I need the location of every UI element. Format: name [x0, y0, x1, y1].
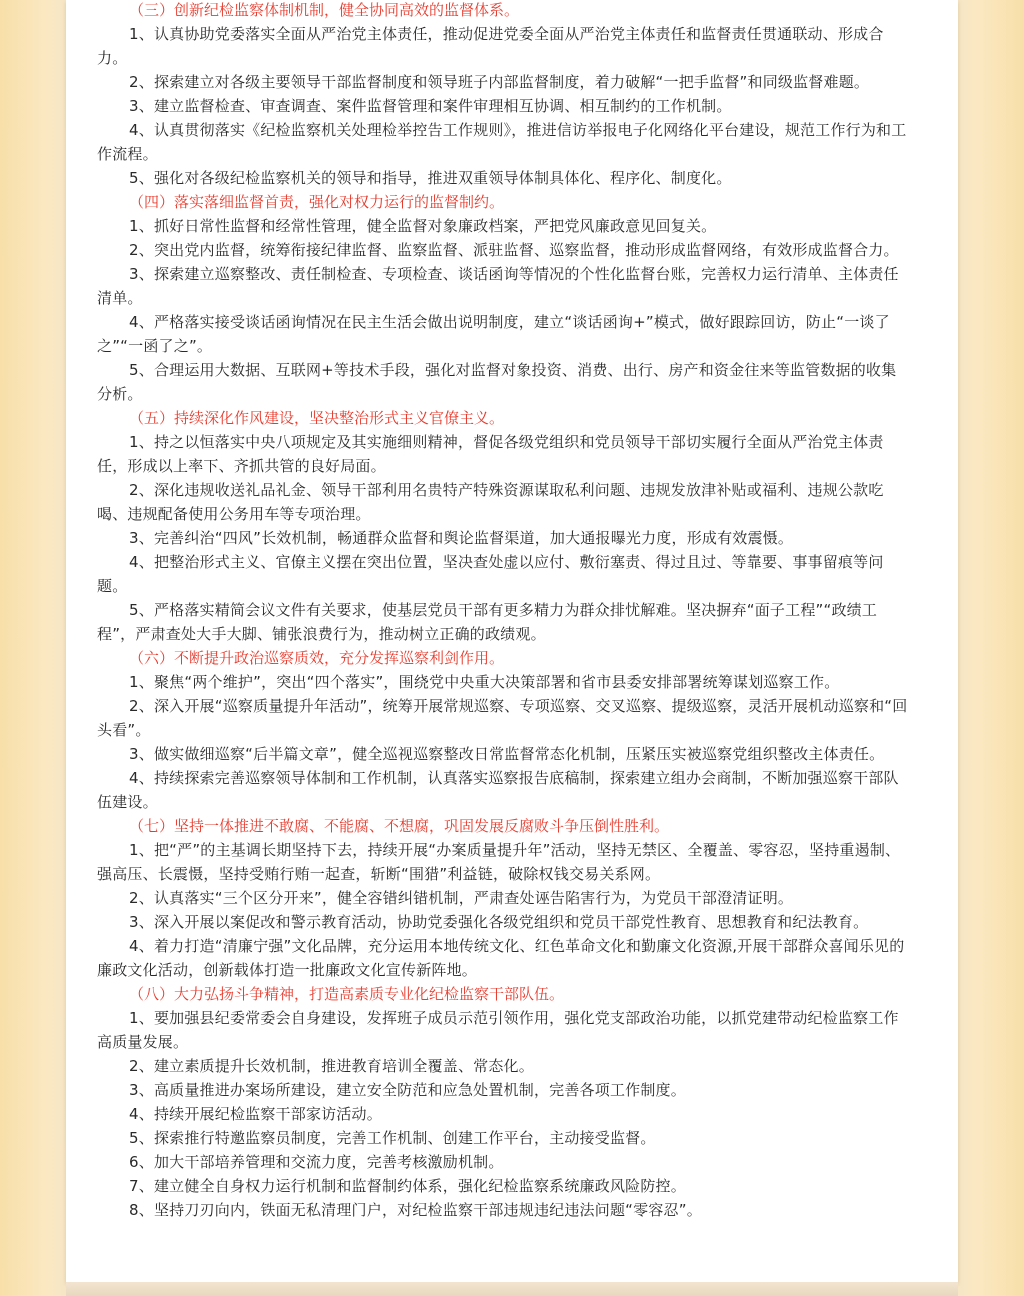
paragraph: 5、严格落实精简会议文件有关要求，使基层党员干部有更多精力为群众排忧解难。坚决摒弃“面子工程”“政绩工程”，严肃查处大手大脚、铺张浪费行为，推动树立正确的政绩观。	[97, 601, 878, 643]
section-4	[97, 190, 911, 406]
paragraph: 5、强化对各级纪检监察机关的领导和指导，推进双重领导体制具体化、程序化、制度化。	[129, 169, 732, 187]
paragraph: 4、把整治形式主义、官僚主义摆在突出位置，坚决查处虚以应付、敷衍塞责、得过且过、等靠要、事事留痕等问题。	[97, 553, 884, 595]
paper-bottom-edge	[66, 1282, 958, 1296]
paragraph: 6、加大干部培养管理和交流力度，完善考核激励机制。	[129, 1153, 504, 1171]
paragraph: 2、深入开展“巡察质量提升年活动”，统筹开展常规巡察、专项巡察、交叉巡察、提级巡察，灵活开展机动巡察和“回头看”。	[97, 697, 908, 739]
page-background-left	[0, 0, 66, 1296]
paragraph: 8、坚持刀刃向内，铁面无私清理门户，对纪检监察干部违规违纪违法问题“零容忍”。	[129, 1201, 702, 1219]
paragraph: 1、认真协助党委落实全面从严治党主体责任，推动促进党委全面从严治党主体责任和监督责任贯通联动、形成合力。	[97, 25, 884, 67]
paragraph: 4、持续开展纪检监察干部家访活动。	[129, 1105, 382, 1123]
paragraph: 2、建立素质提升长效机制，推进教育培训全覆盖、常态化。	[129, 1057, 534, 1075]
section-heading: （八）大力弘扬斗争精神，打造高素质专业化纪检监察干部队伍。	[129, 985, 565, 1003]
page-background-right	[958, 0, 1024, 1296]
section-8	[97, 982, 911, 1222]
paragraph: 4、严格落实接受谈话函询情况在民主生活会做出说明制度，建立“谈话函询+”模式，做好跟踪回访，防止“一谈了之”“一函了之”。	[97, 313, 890, 355]
paragraph: 3、深入开展以案促改和警示教育活动，协助党委强化各级党组织和党员干部党性教育、思想教育和纪法教育。	[129, 913, 869, 931]
paragraph: 5、合理运用大数据、互联网+等技术手段，强化对监督对象投资、消费、出行、房产和资金往来等监管数据的收集分析。	[97, 361, 897, 403]
paragraph: 7、建立健全自身权力运行机制和监督制约体系，强化纪检监察系统廉政风险防控。	[129, 1177, 686, 1195]
paragraph: 4、认真贯彻落实《纪检监察机关处理检举控告工作规则》，推进信访举报电子化网络化平台建设，规范工作行为和工作流程。	[97, 121, 907, 163]
section-heading: （六）不断提升政治巡察质效，充分发挥巡察利剑作用。	[129, 649, 505, 667]
paragraph: 1、持之以恒落实中央八项规定及其实施细则精神，督促各级党组织和党员领导干部切实履行全面从严治党主体责任，形成以上率下、齐抓共管的良好局面。	[97, 433, 884, 475]
paragraph: 2、深化违规收送礼品礼金、领导干部利用名贵特产特殊资源谋取私利问题、违规发放津补贴或福利、违规公款吃喝、违规配备使用公务用车等专项治理。	[97, 481, 884, 523]
paragraph: 1、把“严”的主基调长期坚持下去，持续开展“办案质量提升年”活动，坚持无禁区、全覆盖、零容忍，坚持重遏制、强高压、长震慑，坚持受贿行贿一起查，斩断“围猎”利益链，破除权钱交易关系网。	[97, 841, 901, 883]
paragraph: 2、突出党内监督，统筹衔接纪律监督、监察监督、派驻监督、巡察监督，推动形成监督网络，有效形成监督合力。	[129, 241, 899, 259]
section-heading: （五）持续深化作风建设，坚决整治形式主义官僚主义。	[129, 409, 505, 427]
document-content	[97, 0, 911, 1222]
section-6	[97, 646, 911, 814]
paragraph: 1、要加强县纪委常委会自身建设，发挥班子成员示范引领作用，强化党支部政治功能，以抓党建带动纪检监察工作高质量发展。	[97, 1009, 899, 1051]
paragraph: 3、做实做细巡察“后半篇文章”，健全巡视巡察整改日常监督常态化机制，压紧压实被巡察党组织整改主体责任。	[129, 745, 885, 763]
paragraph: 3、探索建立巡察整改、责任制检查、专项检查、谈话函询等情况的个性化监督台账，完善权力运行清单、主体责任清单。	[97, 265, 899, 307]
paragraph: 3、高质量推进办案场所建设，建立安全防范和应急处置机制，完善各项工作制度。	[129, 1081, 686, 1099]
section-5	[97, 406, 911, 646]
section-heading: （七）坚持一体推进不敢腐、不能腐、不想腐，巩固发展反腐败斗争压倒性胜利。	[129, 817, 670, 835]
paragraph: 2、认真落实“三个区分开来”，健全容错纠错机制，严肃查处诬告陷害行为，为党员干部澄清证明。	[129, 889, 794, 907]
paragraph: 3、完善纠治“四风”长效机制，畅通群众监督和舆论监督渠道，加大通报曝光力度，形成有效震慑。	[129, 529, 794, 547]
section-heading: （四）落实落细监督首责，强化对权力运行的监督制约。	[129, 193, 505, 211]
paragraph: 1、聚焦“两个维护”，突出“四个落实”，围绕党中央重大决策部署和省市县委安排部署统筹谋划巡察工作。	[129, 673, 840, 691]
section-heading: （三）创新纪检监察体制机制，健全协同高效的监督体系。	[129, 1, 520, 19]
section-7	[97, 814, 911, 982]
paragraph: 2、探索建立对各级主要领导干部监督制度和领导班子内部监督制度，着力破解“一把手监督”和同级监督难题。	[129, 73, 870, 91]
paragraph: 5、探索推行特邀监察员制度，完善工作机制、创建工作平台，主动接受监督。	[129, 1129, 656, 1147]
paragraph: 3、建立监督检查、审查调查、案件监督管理和案件审理相互协调、相互制约的工作机制。	[129, 97, 732, 115]
paragraph: 4、持续探索完善巡察领导体制和工作机制，认真落实巡察报告底稿制，探索建立组办会商制，不断加强巡察干部队伍建设。	[97, 769, 899, 811]
section-3	[97, 0, 911, 190]
paragraph: 4、着力打造“清廉宁强”文化品牌，充分运用本地传统文化、红色革命文化和勤廉文化资源,开展干部群众喜闻乐见的廉政文化活动，创新载体打造一批廉政文化宣传新阵地。	[97, 937, 905, 979]
paragraph: 1、抓好日常性监督和经常性管理，健全监督对象廉政档案，严把党风廉政意见回复关。	[129, 217, 717, 235]
